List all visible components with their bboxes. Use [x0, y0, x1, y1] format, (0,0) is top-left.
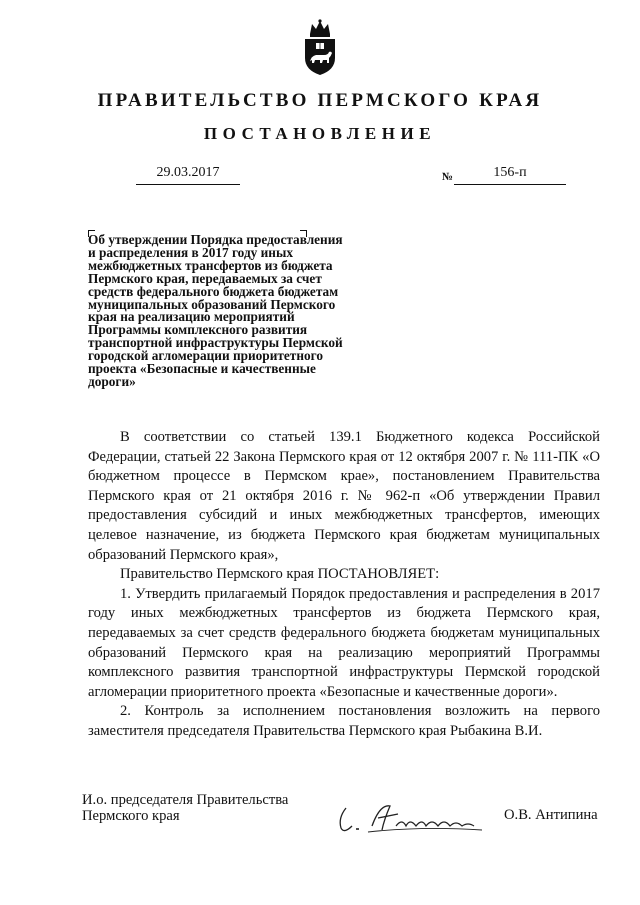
subject-line: Пермского края, передаваемых за счет: [88, 270, 322, 286]
document-number: 156-п: [454, 164, 566, 185]
clause-2-paragraph: 2. Контроль за исполнением постановления возложить на первого заместителя председателя Правительства Пермского края Рыбакина В.И.: [88, 703, 600, 739]
subject-line: городской агломерации приоритетного: [88, 348, 323, 364]
document-subject: [88, 234, 388, 389]
subject-line: средств федерального бюджета бюджетам: [88, 283, 339, 299]
resolves-paragraph: Правительство Пермского края ПОСТАНОВЛЯЕТ:: [120, 566, 440, 583]
subject-line: проекта «Безопасные и качественные: [88, 361, 316, 377]
handwritten-signature: [332, 796, 492, 836]
signatory-role: [82, 792, 288, 824]
preamble-paragraph: В соответствии со статьей 139.1 Бюджетного кодекса Российской Федерации, статьей 22 Закона Пермского края от 12 октября 2007 г. № 111-ПК «О бюджетном процессе в Пермском крае», постановлением Правительства Пермского края от 21 октября 2016 г. № 962-п «Об утверждении Правил предоставления субсидий и иных межбюджетных трансфертов, имеющих целевое назначение, из бюджета Пермского края бюджетам муниципальных образований Пермского края»,: [88, 429, 600, 563]
signatory-name: О.В. Антипина: [504, 807, 598, 823]
government-title: ПРАВИТЕЛЬСТВО ПЕРМСКОГО КРАЯ: [97, 90, 543, 111]
subject-line: и распределения в 2017 году иных: [88, 244, 293, 260]
document-type: ПОСТАНОВЛЕНИЕ: [203, 124, 437, 143]
clause-1-paragraph: 1. Утвердить прилагаемый Порядок предоставления и распределения в 2017 году иных межбюджетных трансфертов из бюджета Пермского края, передаваемых за счет средств федерального бюджета бюджетам муниципальных образований Пермского края на реализацию мероприятий Программы комплексного развития транспортной инфраструктуры Пермской городской агломерации приоритетного проекта «Безопасные и качественные дороги».: [88, 585, 600, 700]
signatory-role-line: Пермского края: [82, 808, 180, 824]
subject-line: края на реализацию мероприятий: [88, 309, 295, 325]
document-date: 29.03.2017: [136, 164, 240, 185]
subject-line: муниципальных образований Пермского: [88, 296, 336, 312]
signatory-role-line: И.о. председателя Правительства: [82, 792, 289, 808]
subject-line: Программы комплексного развития: [88, 322, 308, 338]
subject-line: транспортной инфраструктуры Пермской: [88, 335, 343, 351]
number-label: №: [442, 171, 454, 183]
subject-line: межбюджетных трансфертов из бюджета: [88, 257, 333, 273]
document-body: [88, 428, 600, 742]
coat-of-arms-icon: [302, 18, 338, 76]
subject-line: Об утверждении Порядка предоставления: [88, 232, 343, 247]
subject-line: дороги»: [88, 373, 136, 389]
